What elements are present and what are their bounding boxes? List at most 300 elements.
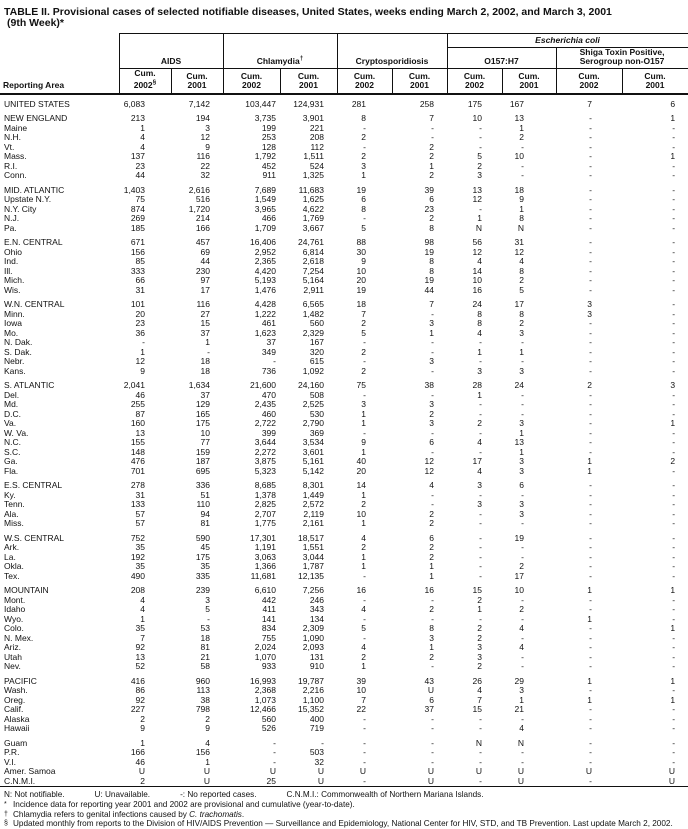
- value-cell: 1: [670, 114, 676, 124]
- table-row: [0, 367, 688, 377]
- value-cell: 1: [361, 419, 366, 429]
- value-cell: 137: [130, 152, 145, 162]
- o157-subgroup-header: O157:H7: [447, 48, 556, 69]
- value-cell: -: [589, 161, 593, 171]
- ecoli-label: Escherichia coli: [535, 35, 600, 45]
- value-cell: -: [521, 552, 525, 562]
- reporting-area-cell: Mont.: [4, 595, 26, 605]
- value-cell: 57: [135, 519, 145, 529]
- value-cell: 4,420: [254, 266, 276, 276]
- value-cell: 2,093: [302, 643, 324, 653]
- value-cell: U: [203, 767, 210, 777]
- value-cell: 2: [429, 605, 435, 615]
- value-cell: 1: [205, 757, 210, 767]
- value-cell: -: [521, 652, 525, 662]
- value-cell: -: [479, 447, 483, 457]
- col-header-cum-2001-9: Cum. 2001: [622, 69, 688, 94]
- value-cell: 1: [519, 347, 525, 357]
- value-cell: 15,352: [298, 705, 324, 715]
- reporting-area-cell: C.N.M.I.: [4, 776, 36, 786]
- value-cell: -: [589, 552, 593, 562]
- value-cell: 20: [356, 276, 366, 286]
- value-cell: 1,476: [254, 285, 276, 295]
- value-cell: 1: [140, 347, 145, 357]
- value-cell: -: [672, 428, 676, 438]
- value-cell: -: [431, 428, 435, 438]
- value-cell: 461: [261, 319, 276, 329]
- table-row: [0, 381, 688, 391]
- value-cell: -: [672, 409, 676, 419]
- value-cell: 6: [670, 99, 676, 109]
- reporting-area-cell: Hawaii: [4, 724, 30, 734]
- value-cell: 6: [519, 481, 525, 491]
- reporting-area-cell: MID. ATLANTIC: [4, 185, 65, 195]
- reporting-area-cell: Idaho: [4, 605, 26, 615]
- value-cell: 8,301: [302, 481, 324, 491]
- value-cell: 2: [519, 319, 525, 329]
- value-cell: -: [672, 300, 676, 310]
- value-cell: 37: [200, 328, 210, 338]
- value-cell: 19,787: [298, 676, 324, 686]
- value-cell: -: [672, 238, 676, 248]
- value-cell: 400: [309, 714, 324, 724]
- value-cell: 44: [424, 285, 435, 295]
- value-cell: 2: [140, 714, 145, 724]
- value-cell: -: [589, 123, 593, 133]
- value-cell: -: [589, 238, 593, 248]
- reporting-area-cell: S. Dak.: [4, 347, 32, 357]
- value-cell: -: [431, 347, 435, 357]
- value-cell: 3,667: [302, 223, 324, 233]
- value-cell: 12: [472, 247, 483, 257]
- value-cell: 8: [429, 223, 435, 233]
- value-cell: -: [672, 481, 676, 491]
- value-cell: 4: [140, 142, 145, 152]
- value-cell: -: [589, 643, 593, 653]
- value-cell: U: [138, 767, 145, 777]
- table-row: [0, 338, 688, 348]
- value-cell: 1,100: [302, 695, 324, 705]
- value-cell: -: [589, 757, 593, 767]
- value-cell: 19: [356, 185, 366, 195]
- value-cell: -: [589, 595, 593, 605]
- value-cell: 17,301: [250, 533, 276, 543]
- value-cell: 9: [140, 366, 145, 376]
- value-cell: 1,222: [254, 309, 276, 319]
- value-cell: -: [672, 686, 676, 696]
- value-cell: 457: [195, 238, 210, 248]
- legend-line: [4, 790, 684, 800]
- value-cell: 1: [670, 419, 676, 429]
- value-cell: -: [589, 247, 593, 257]
- value-cell: -: [589, 748, 593, 758]
- value-cell: -: [273, 738, 276, 748]
- table-row: [0, 152, 688, 162]
- value-cell: 5,193: [254, 276, 276, 286]
- value-cell: 1,403: [123, 185, 145, 195]
- value-cell: 2: [477, 161, 483, 171]
- reporting-area-cell: S. ATLANTIC: [4, 381, 55, 391]
- value-cell: 92: [135, 695, 145, 705]
- value-cell: 23: [135, 319, 145, 329]
- table-row: [0, 696, 688, 706]
- value-cell: 23: [424, 204, 435, 214]
- value-cell: -: [363, 571, 366, 581]
- value-cell: 175: [467, 99, 483, 109]
- value-cell: 671: [130, 238, 145, 248]
- value-cell: 5,161: [302, 457, 324, 467]
- value-cell: 35: [135, 543, 145, 553]
- value-cell: 44: [135, 171, 145, 181]
- value-cell: -: [589, 714, 593, 724]
- value-cell: -: [363, 633, 366, 643]
- value-cell: 11,683: [298, 185, 324, 195]
- value-cell: 12: [424, 466, 435, 476]
- value-cell: 22: [356, 705, 366, 715]
- value-cell: 2: [519, 605, 525, 615]
- value-cell: 37: [266, 338, 276, 348]
- value-cell: 57: [135, 509, 145, 519]
- value-cell: -: [672, 705, 676, 715]
- reporting-area-cell: Alaska: [4, 714, 30, 724]
- value-cell: 530: [309, 409, 324, 419]
- value-cell: 560: [261, 714, 276, 724]
- value-cell: 9: [519, 195, 525, 205]
- value-cell: 128: [261, 142, 276, 152]
- value-cell: -: [589, 338, 593, 348]
- value-cell: 2,435: [254, 400, 276, 410]
- footnote: [4, 800, 684, 810]
- value-cell: 9: [205, 724, 210, 734]
- table-row: [0, 310, 688, 320]
- table-row: [0, 677, 688, 687]
- value-cell: 24,160: [298, 381, 324, 391]
- value-cell: 32: [314, 757, 324, 767]
- value-cell: 7,689: [254, 185, 276, 195]
- value-cell: 17: [472, 457, 483, 467]
- chlamydia-group-header: Chlamydia†: [223, 34, 337, 69]
- value-cell: 3: [477, 366, 483, 376]
- value-cell: 1: [429, 328, 435, 338]
- value-cell: -: [521, 757, 525, 767]
- value-cell: -: [672, 652, 676, 662]
- value-cell: -: [363, 214, 366, 224]
- value-cell: 416: [130, 676, 145, 686]
- table-row: [0, 748, 688, 758]
- value-cell: 2: [429, 552, 435, 562]
- col-header-cum-2002-6: Cum. 2002: [447, 69, 502, 94]
- value-cell: 227: [130, 705, 145, 715]
- value-cell: 3: [429, 633, 435, 643]
- value-cell: -: [479, 543, 483, 553]
- value-cell: 3: [519, 509, 525, 519]
- value-cell: -: [521, 714, 525, 724]
- footnote: [4, 819, 684, 829]
- value-cell: 19: [424, 276, 435, 286]
- reporting-area-cell: Pa.: [4, 223, 17, 233]
- cryptosporidiosis-group-header: Cryptosporidiosis: [337, 34, 447, 69]
- value-cell: -: [521, 338, 525, 348]
- table-row: [0, 114, 688, 124]
- value-cell: -: [431, 757, 435, 767]
- value-cell: 12: [424, 457, 435, 467]
- reporting-area-cell: Minn.: [4, 309, 25, 319]
- value-cell: 2: [140, 776, 145, 786]
- value-cell: 1,378: [254, 490, 276, 500]
- value-cell: 3: [519, 500, 525, 510]
- value-cell: 1: [361, 171, 366, 181]
- value-cell: 1: [140, 123, 145, 133]
- value-cell: 7,142: [188, 99, 210, 109]
- value-cell: 4: [519, 643, 525, 653]
- value-cell: -: [273, 748, 276, 758]
- table-row: [0, 329, 688, 339]
- value-cell: 701: [130, 466, 145, 476]
- reporting-area-cell: E.N. CENTRAL: [4, 238, 63, 248]
- value-cell: 214: [195, 214, 210, 224]
- value-cell: 503: [309, 748, 324, 758]
- value-cell: -: [672, 276, 676, 286]
- value-cell: 3: [519, 366, 525, 376]
- value-cell: 85: [135, 257, 145, 267]
- value-cell: 16: [356, 586, 366, 596]
- disease-table: [0, 33, 688, 787]
- value-cell: -: [521, 400, 525, 410]
- value-cell: 1: [361, 662, 366, 672]
- value-cell: -: [479, 409, 483, 419]
- value-cell: -: [589, 257, 593, 267]
- value-cell: -: [479, 338, 483, 348]
- reporting-area-cell: Va.: [4, 419, 17, 429]
- value-cell: -: [672, 614, 676, 624]
- shiga-subgroup-header: Shiga Toxin Positive, Serogroup non-O157: [556, 48, 688, 69]
- value-cell: -: [431, 748, 435, 758]
- value-cell: 4: [140, 133, 145, 143]
- value-cell: U: [427, 776, 435, 786]
- value-cell: 1: [519, 204, 525, 214]
- value-cell: 4: [519, 724, 525, 734]
- value-cell: 736: [261, 366, 276, 376]
- value-cell: -: [431, 724, 435, 734]
- value-cell: 6: [429, 695, 435, 705]
- reporting-area-cell: La.: [4, 552, 16, 562]
- value-cell: 3: [519, 457, 525, 467]
- value-cell: -: [672, 662, 676, 672]
- reporting-area-cell: E.S. CENTRAL: [4, 481, 63, 491]
- value-cell: 19: [356, 285, 366, 295]
- value-cell: 1: [477, 214, 483, 224]
- value-cell: -: [589, 738, 593, 748]
- value-cell: -: [479, 533, 483, 543]
- value-cell: -: [521, 171, 525, 181]
- value-cell: 320: [309, 347, 324, 357]
- reporting-area-cell: Mich.: [4, 276, 25, 286]
- reporting-area-cell: Mass.: [4, 152, 27, 162]
- value-cell: 185: [130, 223, 145, 233]
- value-cell: 77: [200, 438, 210, 448]
- value-cell: 221: [309, 123, 324, 133]
- reporting-area-cell: Wis.: [4, 285, 21, 295]
- value-cell: -: [589, 347, 593, 357]
- value-cell: 1,549: [254, 195, 276, 205]
- value-cell: -: [589, 724, 593, 734]
- footnote-marker: †: [4, 810, 8, 818]
- reporting-area-cell: S.C.: [4, 447, 21, 457]
- value-cell: -: [672, 266, 676, 276]
- value-cell: 1: [429, 161, 435, 171]
- value-cell: -: [672, 328, 676, 338]
- legend-item: -: No reported cases.: [180, 790, 257, 800]
- value-cell: N: [517, 738, 525, 748]
- value-cell: 4: [361, 605, 366, 615]
- value-cell: 6,814: [302, 247, 324, 257]
- value-cell: 2: [361, 500, 366, 510]
- legend-item: C.N.M.I.: Commonwealth of Northern Mariana Islands.: [286, 790, 484, 800]
- value-cell: 5: [205, 605, 210, 615]
- value-cell: 2: [361, 319, 366, 329]
- table-row: [0, 758, 688, 768]
- value-cell: 5,164: [302, 276, 324, 286]
- value-cell: 166: [130, 748, 145, 758]
- value-cell: 113: [196, 686, 210, 696]
- value-cell: 17: [514, 300, 525, 310]
- value-cell: 3: [477, 652, 483, 662]
- value-cell: 1,775: [254, 519, 276, 529]
- value-cell: -: [479, 400, 483, 410]
- table-row: [0, 348, 688, 358]
- table-row: [0, 257, 688, 267]
- value-cell: 1: [519, 123, 525, 133]
- value-cell: 156: [130, 247, 145, 257]
- value-cell: 148: [130, 447, 145, 457]
- value-cell: 3,063: [254, 552, 276, 562]
- value-cell: 1: [361, 552, 366, 562]
- footnote-marker: §: [4, 820, 8, 828]
- value-cell: 6,083: [123, 99, 145, 109]
- value-cell: 110: [196, 500, 210, 510]
- value-cell: 239: [195, 586, 210, 596]
- value-cell: 719: [309, 724, 324, 734]
- table-row: [0, 615, 688, 625]
- value-cell: -: [521, 614, 525, 624]
- value-cell: 103,447: [245, 99, 276, 109]
- value-cell: -: [321, 738, 324, 748]
- value-cell: 2: [429, 171, 435, 181]
- table-row: [0, 162, 688, 172]
- table-row: [0, 634, 688, 644]
- value-cell: 2,368: [254, 686, 276, 696]
- value-cell: -: [521, 357, 525, 367]
- value-cell: 8: [477, 319, 483, 329]
- value-cell: 8: [361, 204, 366, 214]
- value-cell: -: [589, 276, 593, 286]
- value-cell: 8: [429, 266, 435, 276]
- value-cell: -: [589, 419, 593, 429]
- value-cell: 476: [130, 457, 145, 467]
- value-cell: -: [479, 123, 483, 133]
- value-cell: 9: [140, 724, 145, 734]
- value-cell: -: [672, 161, 676, 171]
- table-row: [0, 705, 688, 715]
- value-cell: -: [363, 724, 366, 734]
- value-cell: 1: [429, 562, 435, 572]
- value-cell: -: [589, 519, 593, 529]
- value-cell: 1,366: [254, 562, 276, 572]
- value-cell: 2,309: [302, 624, 324, 634]
- value-cell: 524: [309, 161, 324, 171]
- value-cell: 2: [429, 543, 435, 553]
- value-cell: 755: [261, 633, 276, 643]
- value-cell: -: [672, 490, 676, 500]
- value-cell: -: [589, 481, 593, 491]
- value-cell: 3: [361, 400, 366, 410]
- col-header-cum-2002-8: Cum. 2002: [556, 69, 622, 94]
- value-cell: 452: [261, 161, 276, 171]
- value-cell: 3,534: [302, 438, 324, 448]
- value-cell: 1: [429, 571, 435, 581]
- value-cell: 7: [429, 300, 435, 310]
- value-cell: 52: [135, 662, 145, 672]
- value-cell: -: [672, 247, 676, 257]
- reporting-area-cell: Ala.: [4, 509, 19, 519]
- reporting-area-cell: Maine: [4, 123, 28, 133]
- value-cell: 1: [519, 428, 525, 438]
- value-cell: 45: [200, 543, 210, 553]
- value-cell: -: [672, 724, 676, 734]
- value-cell: 26: [472, 676, 483, 686]
- value-cell: 19: [514, 533, 525, 543]
- value-cell: -: [589, 776, 593, 786]
- value-cell: -: [672, 562, 676, 572]
- value-cell: 2: [429, 214, 435, 224]
- value-cell: -: [589, 214, 593, 224]
- value-cell: 15: [472, 705, 483, 715]
- value-cell: -: [589, 328, 593, 338]
- value-cell: -: [273, 357, 276, 367]
- value-cell: 4: [140, 605, 145, 615]
- reporting-area-cell: Kans.: [4, 366, 26, 376]
- value-cell: 18: [514, 185, 525, 195]
- table-row: [0, 643, 688, 653]
- value-cell: -: [672, 195, 676, 205]
- value-cell: 8: [429, 624, 435, 634]
- value-cell: 81: [200, 519, 210, 529]
- value-cell: 6,610: [254, 586, 276, 596]
- value-cell: 335: [195, 571, 210, 581]
- value-cell: -: [672, 390, 676, 400]
- table-row: [0, 419, 688, 429]
- value-cell: 2,790: [302, 419, 324, 429]
- value-cell: 1,090: [302, 633, 324, 643]
- value-cell: 10: [514, 152, 525, 162]
- value-cell: 13: [135, 652, 145, 662]
- value-cell: 32: [200, 171, 210, 181]
- reporting-area-cell: N.J.: [4, 214, 20, 224]
- value-cell: -: [521, 490, 525, 500]
- value-cell: 38: [424, 381, 435, 391]
- value-cell: 167: [309, 338, 324, 348]
- value-cell: 4,622: [302, 204, 324, 214]
- table-row: [0, 586, 688, 596]
- value-cell: 112: [310, 142, 324, 152]
- reporting-area-cell: P.R.: [4, 748, 20, 758]
- table-row: [0, 171, 688, 181]
- value-cell: 7: [429, 114, 435, 124]
- value-cell: -: [431, 738, 435, 748]
- value-cell: 7,256: [302, 586, 324, 596]
- value-cell: U: [475, 767, 483, 777]
- value-cell: 8: [519, 309, 525, 319]
